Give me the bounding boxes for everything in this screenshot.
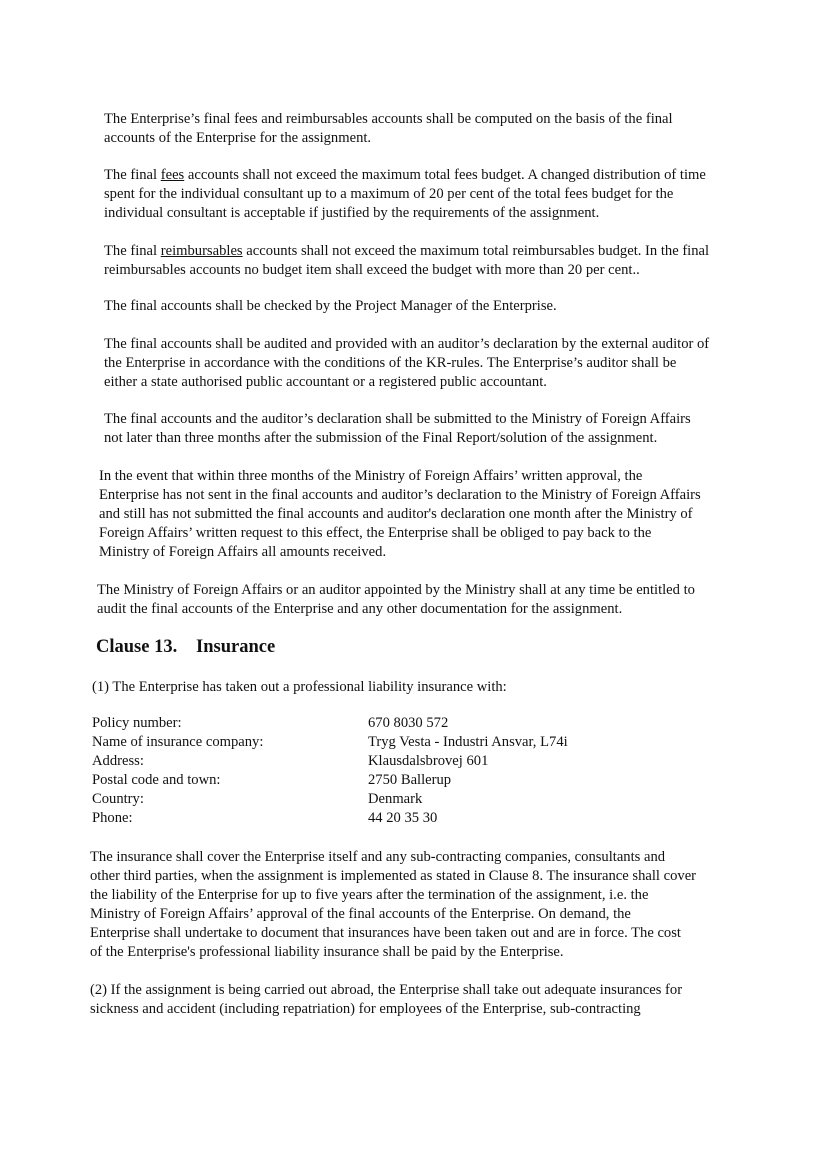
paragraph-repayment [99, 467, 701, 562]
text-fragment: The final [104, 243, 161, 259]
detail-value: 2750 Ballerup [368, 772, 452, 788]
detail-label: Phone: [92, 810, 133, 826]
text-line [104, 242, 709, 261]
text-line: (2) If the assignment is being carried out abroad, the Enterprise shall take out adequate insurances for [90, 982, 683, 998]
text-line: the liability of the Enterprise for up to five years after the termination of the assignment, i.e. the [90, 887, 649, 903]
table-row [92, 733, 568, 752]
text-line: other third parties, when the assignment is implemented as stated in Clause 8. The insurance shall cover [90, 868, 697, 884]
detail-label: Country: [92, 791, 144, 807]
clause-title: Insurance [196, 637, 276, 657]
table-row [92, 771, 568, 790]
text-line: Enterprise shall undertake to document that insurances have been taken out and are in force. The cost [90, 925, 681, 941]
text-line: individual consultant is acceptable if justified by the requirements of the assignment. [104, 205, 600, 221]
text-line: The final accounts shall be checked by the Project Manager of the Enterprise. [104, 298, 557, 314]
insurance-intro [92, 678, 507, 697]
paragraph-final-accounts-basis [104, 110, 673, 148]
text-line: accounts of the Enterprise for the assignment. [104, 130, 372, 146]
text-line: reimbursables accounts no budget item shall exceed the budget with more than 20 per cent.. [104, 262, 640, 278]
text-line: of the Enterprise's professional liability insurance shall be paid by the Enterprise. [90, 944, 564, 960]
text-line: not later than three months after the submission of the Final Report/solution of the assignment. [104, 430, 658, 446]
table-row [92, 714, 568, 733]
paragraph-checked-by-manager [104, 297, 557, 316]
text-line: and still has not submitted the final accounts and auditor's declaration one month after the Ministry of [99, 506, 693, 522]
text-line: The final accounts shall be audited and provided with an auditor’s declaration by the external auditor of [104, 336, 710, 352]
table-row [92, 809, 568, 828]
clause-number: Clause 13. [96, 637, 178, 657]
paragraph-audit [104, 335, 709, 392]
paragraph-final-reimbursables [104, 242, 709, 280]
text-line: The insurance shall cover the Enterprise itself and any sub-contracting companies, consultants and [90, 849, 666, 865]
detail-value: Denmark [368, 791, 423, 807]
paragraph-abroad-insurance [90, 981, 682, 1019]
text-line [104, 166, 706, 185]
text-line: (1) The Enterprise has taken out a professional liability insurance with: [92, 679, 507, 695]
text-line: In the event that within three months of the Ministry of Foreign Affairs’ written approval, the [99, 468, 643, 484]
table-row [92, 752, 568, 771]
detail-label: Name of insurance company: [92, 734, 264, 750]
detail-label: Address: [92, 753, 144, 769]
text-line: Ministry of Foreign Affairs all amounts received. [99, 544, 387, 560]
table-row [92, 790, 568, 809]
text-line: spent for the individual consultant up to a maximum of 20 per cent of the total fees budget for the [104, 186, 674, 202]
text-line: the Enterprise in accordance with the conditions of the KR-rules. The Enterprise’s auditor shall be [104, 355, 677, 371]
text-line: audit the final accounts of the Enterprise and any other documentation for the assignment. [97, 601, 623, 617]
paragraph-final-fees [104, 166, 706, 223]
clause-heading [96, 637, 275, 658]
detail-value: 44 20 35 30 [368, 810, 438, 826]
text-line: Foreign Affairs’ written request to this effect, the Enterprise shall be obliged to pay back to the [99, 525, 652, 541]
text-line: The Ministry of Foreign Affairs or an auditor appointed by the Ministry shall at any time be entitled to [97, 582, 695, 598]
text-line: Ministry of Foreign Affairs’ approval of the final accounts of the Enterprise. On demand, the [90, 906, 631, 922]
text-line: The final accounts and the auditor’s declaration shall be submitted to the Ministry of Foreign Affairs [104, 411, 691, 427]
text-fragment: accounts shall not exceed the maximum total reimbursables budget. In the final [242, 243, 710, 259]
text-line: The Enterprise’s final fees and reimbursables accounts shall be computed on the basis of the final [104, 111, 673, 127]
paragraph-insurance-coverage [90, 848, 696, 962]
text-line: Enterprise has not sent in the final accounts and auditor’s declaration to the Ministry of Foreign Affairs [99, 487, 701, 503]
detail-value: Klausdalsbrovej 601 [368, 753, 489, 769]
text-fragment: accounts shall not exceed the maximum total fees budget. A changed distribution of time [184, 167, 706, 183]
insurance-details-table [92, 714, 568, 828]
paragraph-submission [104, 410, 691, 448]
text-line: either a state authorised public accountant or a registered public accountant. [104, 374, 547, 390]
detail-label: Policy number: [92, 715, 182, 731]
detail-value: Tryg Vesta - Industri Ansvar, L74i [368, 734, 568, 750]
detail-value: 670 8030 572 [368, 715, 449, 731]
text-line: sickness and accident (including repatriation) for employees of the Enterprise, sub-contracting [90, 1001, 641, 1017]
underlined-term-reimbursables: reimbursables [160, 243, 243, 259]
underlined-term-fees: fees [160, 167, 185, 183]
paragraph-ministry-audit [97, 581, 695, 619]
text-fragment: The final [104, 167, 161, 183]
detail-label: Postal code and town: [92, 772, 221, 788]
